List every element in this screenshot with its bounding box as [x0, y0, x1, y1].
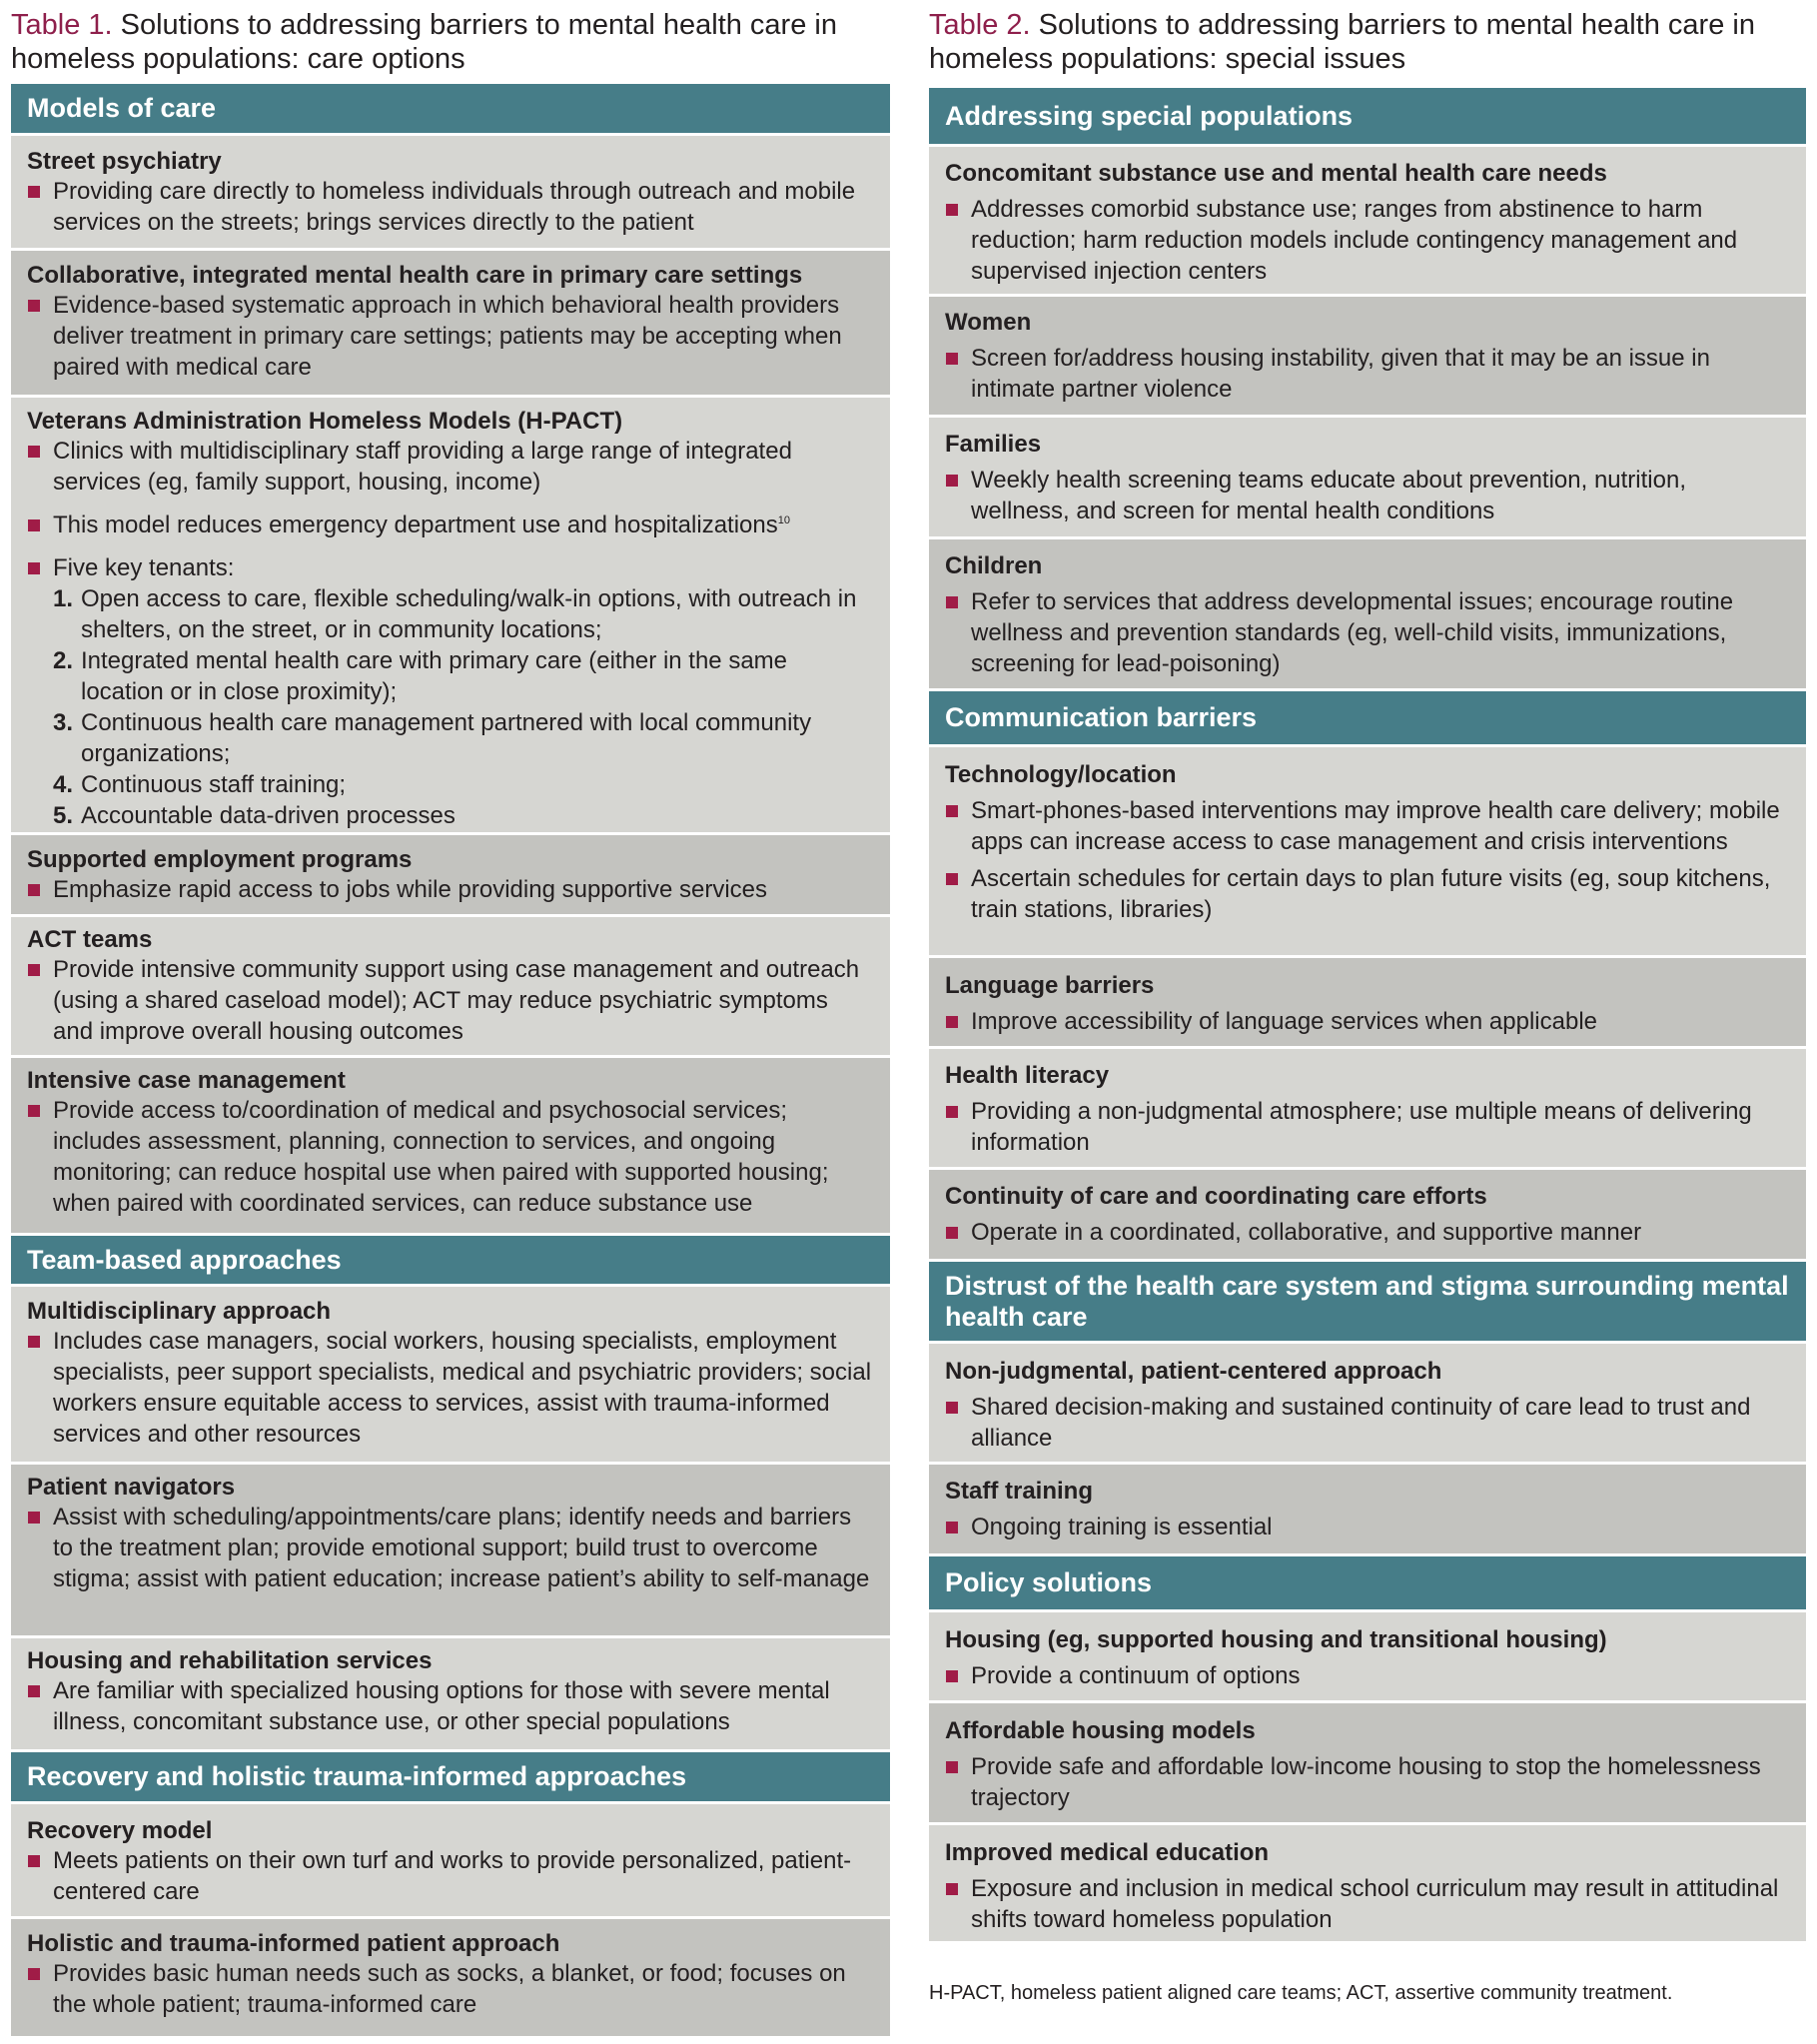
bullet-item: Screen for/address housing instability, given that it may be an issue in intimate partner violence: [945, 343, 1790, 405]
entry-title: Holistic and trauma-informed patient approach: [27, 1930, 560, 1957]
bullet-item: Evidence-based systematic approach in which behavioral health providers deliver treatment in primary care settings; patients may be accepting when paired with medical care: [27, 290, 874, 383]
entry-supported-employment: [11, 835, 890, 917]
entry-non-judgmental-approach: [929, 1344, 1806, 1465]
footnote: H-PACT, homeless patient aligned care teams; ACT, assertive community treatment.: [929, 1982, 1673, 2004]
bullet-item: Improve accessibility of language services when applicable: [945, 1006, 1790, 1037]
table-2-title: [929, 8, 1806, 88]
entry-title: Intensive case management: [27, 1067, 346, 1094]
bullet-item: Includes case managers, social workers, housing specialists, employment specialists, peer support specialists, medical and psychiatric providers; social workers ensure equitable access to services, assist with trauma-informed services and other resources: [27, 1326, 874, 1450]
entry-recovery-model: [11, 1804, 890, 1919]
entry-patient-navigators: [11, 1465, 890, 1638]
bullet-item: Refer to services that address developmental issues; encourage routine wellness and prevention standards (eg, well-child visits, immunizations, screening for lead-poisoning): [945, 586, 1790, 679]
bullet-item: Provides basic human needs such as socks, a blanket, or food; focuses on the whole patient; trauma-informed care: [27, 1958, 874, 2020]
entry-continuity-of-care: [929, 1170, 1806, 1262]
bullet-item: Provide access to/coordination of medical and psychosocial services; includes assessment, planning, connection to services, and ongoing monitoring; can reduce hospital use when paired with supported housing; when paired with coordinated services, can reduce substance use: [27, 1095, 874, 1219]
entry-collaborative-care: [11, 251, 890, 398]
entry-children: [929, 539, 1806, 691]
entry-title: Veterans Administration Homeless Models (H-PACT): [27, 408, 623, 435]
entry-title: ACT teams: [27, 926, 153, 953]
entry-title: Housing (eg, supported housing and transitional housing): [945, 1626, 1607, 1653]
entry-title: Children: [945, 552, 1043, 579]
table-2-title-text: Solutions to addressing barriers to mental health care in homeless populations: special issues: [929, 9, 1755, 75]
bullet-item: Provide safe and affordable low-income housing to stop the homelessness trajectory: [945, 1751, 1790, 1813]
section-header-special-populations: Addressing special populations: [929, 88, 1806, 147]
list-text: Accountable data-driven processes: [81, 802, 455, 829]
list-number: 4.: [53, 771, 74, 798]
table-1: [11, 8, 890, 2036]
bullet-item: Ongoing training is essential: [945, 1512, 1790, 1542]
entry-title: Language barriers: [945, 972, 1155, 999]
list-text: Integrated mental health care with primary care (either in the same location or in close proximity);: [81, 647, 788, 705]
entry-title: Supported employment programs: [27, 846, 413, 873]
bullet-item: Operate in a coordinated, collaborative, and supportive manner: [945, 1217, 1790, 1248]
entry-title: Health literacy: [945, 1062, 1110, 1089]
entry-title: Women: [945, 309, 1032, 336]
list-item: [53, 645, 874, 707]
entry-language-barriers: [929, 958, 1806, 1049]
entry-housing-rehabilitation: [11, 1638, 890, 1752]
section-header-policy-solutions: Policy solutions: [929, 1556, 1806, 1612]
list-number: 5.: [53, 802, 74, 829]
entry-affordable-housing: [929, 1703, 1806, 1825]
entry-concomitant-substance-use: [929, 147, 1806, 297]
entry-title: Housing and rehabilitation services: [27, 1647, 433, 1674]
bullet-item: Shared decision-making and sustained continuity of care lead to trust and alliance: [945, 1392, 1790, 1454]
bullet-item: Ascertain schedules for certain days to plan future visits (eg, soup kitchens, train stations, libraries): [945, 863, 1790, 925]
entry-title: Improved medical education: [945, 1839, 1270, 1866]
table-2: [929, 8, 1806, 1941]
entry-intensive-case-management: [11, 1058, 890, 1236]
section-header-team-based-approaches: Team-based approaches: [11, 1236, 890, 1287]
section-header-distrust-stigma: Distrust of the health care system and stigma surrounding mental health care: [929, 1262, 1806, 1344]
entry-va-homeless-models: [11, 398, 890, 835]
entry-street-psychiatry: [11, 136, 890, 251]
reference-superscript: 10: [777, 514, 790, 526]
bullet-item: Five key tenants:: [27, 552, 874, 583]
bullet-item: Providing a non-judgmental atmosphere; use multiple means of delivering information: [945, 1096, 1790, 1158]
table-2-number: Table 2.: [929, 9, 1031, 41]
entry-technology-location: [929, 747, 1806, 958]
entry-title: Technology/location: [945, 761, 1177, 788]
entry-title: Families: [945, 431, 1042, 458]
bullet-item: Provide a continuum of options: [945, 1660, 1790, 1691]
bullet-item: Smart-phones-based interventions may improve health care delivery; mobile apps can increase access to case management and crisis interventions: [945, 795, 1790, 857]
table-1-number: Table 1.: [11, 9, 113, 41]
bullet-item: Exposure and inclusion in medical school curriculum may result in attitudinal shifts toward homeless population: [945, 1873, 1790, 1935]
entry-title: Recovery model: [27, 1817, 213, 1844]
bullet-item: Providing care directly to homeless individuals through outreach and mobile services on the streets; brings services directly to the patient: [27, 176, 874, 238]
entry-title: Multidisciplinary approach: [27, 1298, 332, 1325]
list-number: 3.: [53, 709, 74, 736]
section-header-recovery-approaches: Recovery and holistic trauma-informed approaches: [11, 1752, 890, 1804]
list-number: 1.: [53, 585, 74, 612]
list-item: [53, 769, 874, 800]
section-header-models-of-care: Models of care: [11, 84, 890, 136]
entry-title: Patient navigators: [27, 1474, 236, 1501]
entry-title: Continuity of care and coordinating care efforts: [945, 1183, 1487, 1210]
bullet-item: [27, 510, 874, 540]
bullet-item: Emphasize rapid access to jobs while providing supportive services: [27, 874, 874, 905]
entry-multidisciplinary-approach: [11, 1287, 890, 1465]
list-text: Open access to care, flexible scheduling/walk-in options, with outreach in shelters, on the street, or in community locations;: [81, 585, 857, 643]
table-1-title: [11, 8, 890, 84]
entry-title: Staff training: [945, 1478, 1093, 1505]
table-1-title-text: Solutions to addressing barriers to mental health care in homeless populations: care options: [11, 9, 837, 75]
bullet-item: Assist with scheduling/appointments/care plans; identify needs and barriers to the treatment plan; provide emotional support; build trust to overcome stigma; assist with patient education; increase patient’s ability to self-manage: [27, 1502, 874, 1594]
entry-staff-training: [929, 1465, 1806, 1556]
section-header-communication-barriers: Communication barriers: [929, 691, 1806, 747]
entry-title: Non-judgmental, patient-centered approach: [945, 1358, 1442, 1385]
list-item: [53, 800, 874, 831]
entry-act-teams: [11, 917, 890, 1058]
list-item: [53, 583, 874, 645]
bullet-item: Clinics with multidisciplinary staff providing a large range of integrated services (eg, family support, housing, income): [27, 436, 874, 498]
list-text: Continuous staff training;: [81, 771, 347, 798]
entry-women: [929, 297, 1806, 418]
bullet-text: This model reduces emergency department use and hospitalizations: [53, 511, 778, 538]
bullet-item: Provide intensive community support using case management and outreach (using a shared caseload model); ACT may reduce psychiatric symptoms and improve overall housing outcomes: [27, 954, 874, 1047]
tenants-list: [53, 583, 874, 831]
entry-housing: [929, 1612, 1806, 1703]
entry-holistic-trauma-informed: [11, 1919, 890, 2036]
bullet-item: Meets patients on their own turf and works to provide personalized, patient-centered care: [27, 1845, 874, 1907]
entry-title: Street psychiatry: [27, 148, 222, 175]
entry-health-literacy: [929, 1049, 1806, 1170]
bullet-item: Weekly health screening teams educate about prevention, nutrition, wellness, and screen for mental health conditions: [945, 465, 1790, 526]
bullet-item: Addresses comorbid substance use; ranges from abstinence to harm reduction; harm reduction models include contingency management and supervised injection centers: [945, 194, 1790, 287]
list-number: 2.: [53, 647, 74, 674]
entry-title: Affordable housing models: [945, 1717, 1256, 1744]
entry-families: [929, 418, 1806, 539]
bullet-item: Are familiar with specialized housing options for those with severe mental illness, concomitant substance use, or other special populations: [27, 1675, 874, 1737]
list-text: Continuous health care management partnered with local community organizations;: [81, 709, 812, 767]
entry-medical-education: [929, 1825, 1806, 1941]
entry-title: Concomitant substance use and mental health care needs: [945, 160, 1607, 187]
list-item: [53, 707, 874, 769]
entry-title: Collaborative, integrated mental health care in primary care settings: [27, 262, 803, 289]
